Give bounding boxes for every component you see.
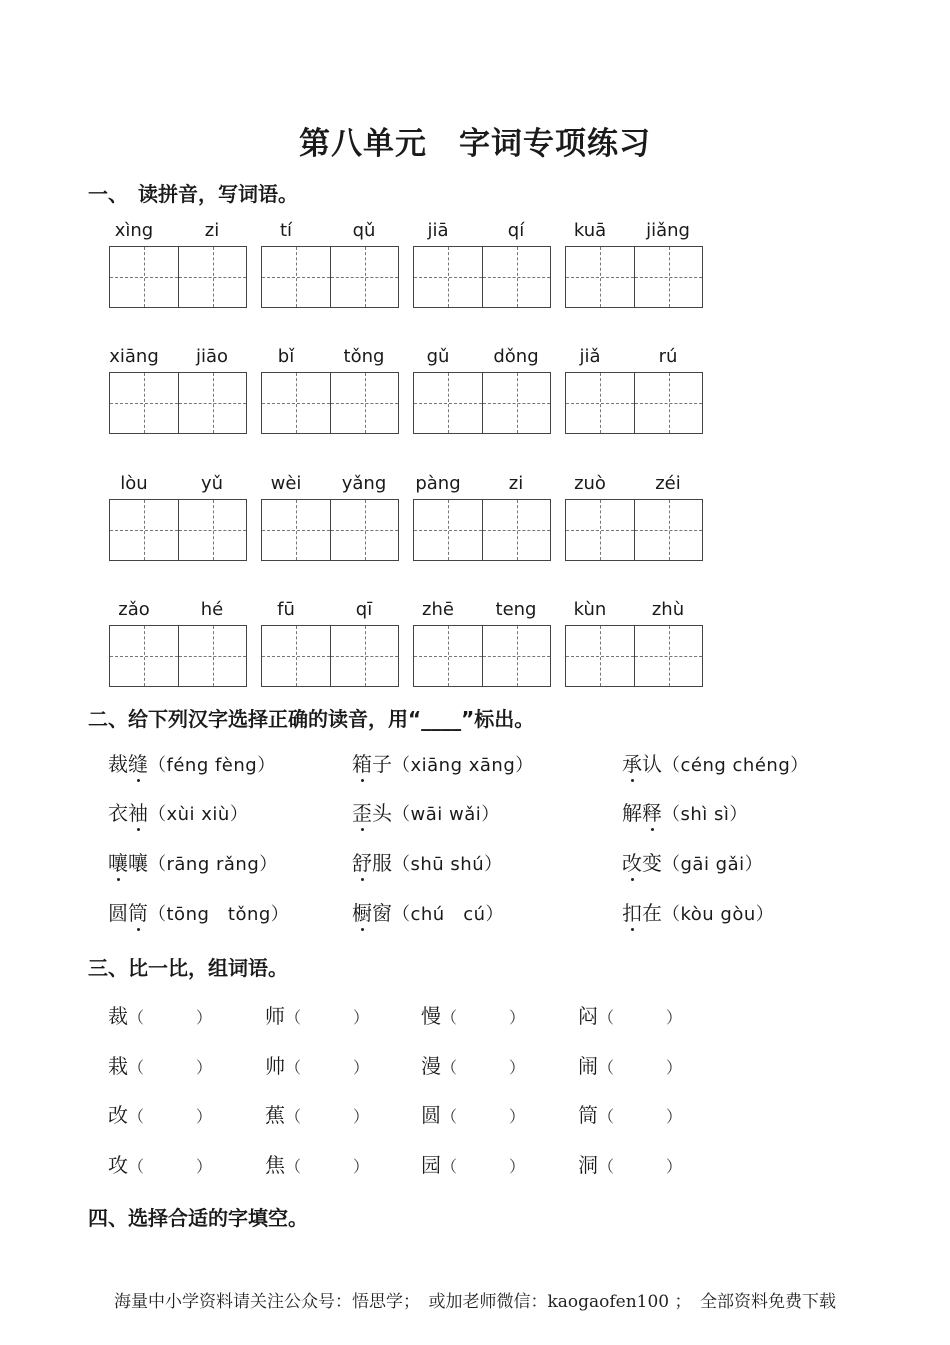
pinyin-options[interactable]: （céng chéng） bbox=[662, 755, 809, 776]
writing-grid[interactable] bbox=[565, 625, 703, 687]
pinyin-syllable: zi bbox=[508, 473, 524, 494]
writing-cell[interactable] bbox=[414, 247, 482, 307]
pinyin-syllable: zéi bbox=[655, 473, 681, 494]
pinyin-syllable: tí bbox=[279, 220, 293, 241]
pinyin-row bbox=[261, 599, 401, 625]
pinyin-options[interactable]: （chú cú） bbox=[392, 904, 505, 925]
compare-item bbox=[578, 1050, 682, 1079]
pinyin-row bbox=[413, 473, 553, 499]
compare-char: 焦 bbox=[265, 1153, 285, 1177]
paren-open: （ bbox=[128, 1107, 145, 1126]
writing-cell[interactable] bbox=[634, 500, 702, 560]
compare-item bbox=[421, 1000, 525, 1029]
compare-item bbox=[578, 1000, 682, 1029]
word-char: 服 bbox=[372, 851, 392, 875]
pinyin-options[interactable]: （gāi gǎi） bbox=[662, 854, 764, 875]
compare-item bbox=[578, 1099, 682, 1128]
pinyin-syllable: zhù bbox=[651, 599, 685, 620]
word-char: 扣 bbox=[622, 897, 642, 926]
pinyin-row bbox=[413, 220, 553, 246]
word-group bbox=[109, 473, 249, 561]
word-char: 释 bbox=[642, 797, 662, 826]
paren-close: ） bbox=[196, 1008, 213, 1027]
writing-cell[interactable] bbox=[178, 626, 246, 686]
compare-item bbox=[265, 1099, 369, 1128]
pinyin-syllable: zǎo bbox=[118, 599, 150, 620]
writing-cell[interactable] bbox=[262, 373, 330, 433]
pinyin-syllable: gǔ bbox=[426, 346, 450, 367]
compare-item bbox=[421, 1050, 525, 1079]
writing-cell[interactable] bbox=[482, 500, 550, 560]
compare-char: 园 bbox=[421, 1153, 441, 1177]
writing-cell[interactable] bbox=[414, 500, 482, 560]
writing-cell[interactable] bbox=[634, 626, 702, 686]
pinyin-options[interactable]: （tōng tǒng） bbox=[148, 904, 290, 925]
paren-close: ） bbox=[509, 1008, 526, 1027]
compare-char: 慢 bbox=[421, 1004, 441, 1028]
writing-cell[interactable] bbox=[634, 373, 702, 433]
writing-cell[interactable] bbox=[262, 500, 330, 560]
writing-cell[interactable] bbox=[110, 626, 178, 686]
pinyin-row bbox=[109, 346, 249, 372]
word-group bbox=[109, 220, 249, 308]
paren-open: （ bbox=[285, 1107, 302, 1126]
compare-char: 圆 bbox=[421, 1103, 441, 1127]
pinyin-row bbox=[565, 346, 705, 372]
compare-char: 洞 bbox=[578, 1153, 598, 1177]
word-char: 衣 bbox=[108, 801, 128, 825]
writing-cell[interactable] bbox=[566, 247, 634, 307]
word-char: 裁 bbox=[108, 752, 128, 776]
paren-open: （ bbox=[598, 1107, 615, 1126]
paren-open: （ bbox=[441, 1107, 458, 1126]
paren-close: ） bbox=[509, 1107, 526, 1126]
writing-grid[interactable] bbox=[565, 246, 703, 308]
writing-cell[interactable] bbox=[414, 626, 482, 686]
paren-open: （ bbox=[128, 1058, 145, 1077]
paren-open: （ bbox=[441, 1058, 458, 1077]
pinyin-syllable: lòu bbox=[120, 473, 148, 494]
pinyin-row bbox=[261, 346, 401, 372]
word-char: 袖 bbox=[128, 797, 148, 826]
compare-item bbox=[108, 1149, 212, 1178]
pinyin-syllable: yǎng bbox=[341, 473, 387, 494]
pinyin-row bbox=[261, 473, 401, 499]
answer-blank[interactable] bbox=[128, 1157, 212, 1176]
writing-grid[interactable] bbox=[261, 499, 399, 561]
pronunciation-item bbox=[352, 897, 504, 926]
pinyin-syllable: zhē bbox=[422, 599, 454, 620]
writing-cell[interactable] bbox=[634, 247, 702, 307]
pinyin-syllable: qí bbox=[507, 220, 525, 241]
word-char: 解 bbox=[622, 801, 642, 825]
word-group bbox=[565, 220, 705, 308]
compare-item bbox=[108, 1099, 212, 1128]
paren-close: ） bbox=[509, 1157, 526, 1176]
answer-blank[interactable] bbox=[441, 1058, 525, 1077]
word-group bbox=[565, 599, 705, 687]
pinyin-syllable: xiāng bbox=[109, 346, 159, 367]
pronunciation-item bbox=[622, 797, 748, 826]
paren-close: ） bbox=[353, 1008, 370, 1027]
word-group bbox=[261, 346, 401, 434]
writing-grid[interactable] bbox=[565, 372, 703, 434]
writing-grid[interactable] bbox=[413, 499, 551, 561]
writing-cell[interactable] bbox=[178, 500, 246, 560]
writing-grid[interactable] bbox=[109, 372, 247, 434]
section-1-heading: 一、 读拼音，写词语。 bbox=[88, 182, 298, 206]
paren-close: ） bbox=[196, 1157, 213, 1176]
compare-char: 漫 bbox=[421, 1054, 441, 1078]
pronunciation-item bbox=[622, 748, 809, 777]
pinyin-syllable: kùn bbox=[573, 599, 607, 620]
word-group bbox=[565, 473, 705, 561]
word-group bbox=[261, 473, 401, 561]
pinyin-row bbox=[261, 220, 401, 246]
answer-blank[interactable] bbox=[285, 1008, 369, 1027]
answer-blank[interactable] bbox=[128, 1008, 212, 1027]
pinyin-syllable: kuā bbox=[573, 220, 607, 241]
answer-blank[interactable] bbox=[128, 1058, 212, 1077]
paren-close: ） bbox=[196, 1107, 213, 1126]
paren-close: ） bbox=[509, 1058, 526, 1077]
answer-blank[interactable] bbox=[598, 1107, 682, 1126]
word-char: 窗 bbox=[372, 901, 392, 925]
writing-cell[interactable] bbox=[482, 373, 550, 433]
section-4-heading: 四、选择合适的字填空。 bbox=[88, 1206, 308, 1230]
word-char: 嚷 bbox=[128, 851, 148, 875]
pinyin-row bbox=[109, 220, 249, 246]
compare-char: 裁 bbox=[108, 1004, 128, 1028]
compare-char: 闹 bbox=[578, 1054, 598, 1078]
writing-grid[interactable] bbox=[261, 625, 399, 687]
writing-cell[interactable] bbox=[330, 500, 398, 560]
writing-grid[interactable] bbox=[109, 499, 247, 561]
writing-grid[interactable] bbox=[413, 246, 551, 308]
writing-grid[interactable] bbox=[413, 625, 551, 687]
footer-note: 海量中小学资料请关注公众号：悟思学； 或加老师微信：kaogaofen100 ； 全部资料免费下载 bbox=[113, 1292, 837, 1312]
writing-cell[interactable] bbox=[262, 247, 330, 307]
pinyin-options[interactable]: （féng fèng） bbox=[148, 755, 276, 776]
compare-item bbox=[265, 1050, 369, 1079]
paren-close: ） bbox=[666, 1058, 683, 1077]
answer-blank[interactable] bbox=[441, 1107, 525, 1126]
pronunciation-item bbox=[108, 897, 289, 926]
compare-item bbox=[108, 1000, 212, 1029]
word-group bbox=[261, 220, 401, 308]
compare-char: 攻 bbox=[108, 1153, 128, 1177]
writing-cell[interactable] bbox=[566, 500, 634, 560]
writing-cell[interactable] bbox=[178, 247, 246, 307]
word-char: 筒 bbox=[128, 897, 148, 926]
writing-cell[interactable] bbox=[110, 373, 178, 433]
compare-char: 筒 bbox=[578, 1103, 598, 1127]
compare-item bbox=[265, 1000, 369, 1029]
pinyin-options[interactable]: （xùi xiù） bbox=[148, 804, 249, 825]
word-group bbox=[109, 346, 249, 434]
writing-cell[interactable] bbox=[110, 500, 178, 560]
writing-cell[interactable] bbox=[566, 373, 634, 433]
compare-item bbox=[421, 1099, 525, 1128]
paren-open: （ bbox=[128, 1157, 145, 1176]
answer-blank[interactable] bbox=[598, 1058, 682, 1077]
paren-open: （ bbox=[285, 1157, 302, 1176]
pinyin-syllable: qī bbox=[355, 599, 373, 620]
compare-char: 闷 bbox=[578, 1004, 598, 1028]
pinyin-row bbox=[413, 599, 553, 625]
pinyin-syllable: zuò bbox=[574, 473, 606, 494]
word-char: 缝 bbox=[128, 748, 148, 777]
pinyin-syllable: hé bbox=[200, 599, 224, 620]
compare-char: 蕉 bbox=[265, 1103, 285, 1127]
paren-open: （ bbox=[598, 1008, 615, 1027]
pinyin-syllable: rú bbox=[658, 346, 678, 367]
pinyin-options[interactable]: （wāi wǎi） bbox=[392, 804, 500, 825]
paren-open: （ bbox=[285, 1008, 302, 1027]
pinyin-syllable: jiǎ bbox=[579, 346, 601, 367]
pinyin-options[interactable]: （shì sì） bbox=[662, 804, 748, 825]
paren-open: （ bbox=[441, 1157, 458, 1176]
paren-open: （ bbox=[598, 1157, 615, 1176]
answer-blank[interactable] bbox=[441, 1157, 525, 1176]
paren-close: ） bbox=[353, 1058, 370, 1077]
compare-char: 改 bbox=[108, 1103, 128, 1127]
pronunciation-item bbox=[352, 847, 503, 876]
pronunciation-item bbox=[352, 797, 500, 826]
writing-cell[interactable] bbox=[414, 373, 482, 433]
section-3-heading: 三、比一比，组词语。 bbox=[88, 956, 288, 980]
writing-cell[interactable] bbox=[110, 247, 178, 307]
compare-item bbox=[578, 1149, 682, 1178]
word-group bbox=[413, 346, 553, 434]
section-2-heading: 二、给下列汉字选择正确的读音，用“____”标出。 bbox=[88, 707, 535, 731]
pinyin-syllable: pàng bbox=[415, 473, 461, 494]
paren-close: ） bbox=[666, 1008, 683, 1027]
pinyin-syllable: xìng bbox=[114, 220, 154, 241]
pinyin-options[interactable]: （shū shú） bbox=[392, 854, 503, 875]
pronunciation-item bbox=[352, 748, 534, 777]
writing-cell[interactable] bbox=[482, 247, 550, 307]
pinyin-options[interactable]: （xiāng xāng） bbox=[392, 755, 534, 776]
pinyin-syllable: tǒng bbox=[343, 346, 385, 367]
paren-open: （ bbox=[128, 1008, 145, 1027]
pinyin-syllable: dǒng bbox=[493, 346, 539, 367]
paren-open: （ bbox=[285, 1058, 302, 1077]
pinyin-syllable: zi bbox=[204, 220, 220, 241]
word-char: 改 bbox=[622, 847, 642, 876]
pinyin-row bbox=[413, 346, 553, 372]
word-char: 舒 bbox=[352, 847, 372, 876]
answer-blank[interactable] bbox=[441, 1008, 525, 1027]
pinyin-syllable: jiā bbox=[427, 220, 449, 241]
writing-cell[interactable] bbox=[482, 626, 550, 686]
writing-cell[interactable] bbox=[330, 373, 398, 433]
answer-blank[interactable] bbox=[285, 1107, 369, 1126]
word-group bbox=[565, 346, 705, 434]
page-title: 第八单元 字词专项练习 bbox=[299, 126, 651, 162]
compare-item bbox=[421, 1149, 525, 1178]
paren-open: （ bbox=[441, 1008, 458, 1027]
paren-close: ） bbox=[353, 1107, 370, 1126]
writing-grid[interactable] bbox=[109, 625, 247, 687]
compare-char: 帅 bbox=[265, 1054, 285, 1078]
pronunciation-item bbox=[108, 797, 248, 826]
word-char: 认 bbox=[642, 752, 662, 776]
writing-grid[interactable] bbox=[565, 499, 703, 561]
word-group bbox=[413, 473, 553, 561]
answer-blank[interactable] bbox=[285, 1058, 369, 1077]
word-group bbox=[413, 599, 553, 687]
writing-grid[interactable] bbox=[109, 246, 247, 308]
pronunciation-item bbox=[108, 748, 276, 777]
word-group bbox=[261, 599, 401, 687]
pinyin-row bbox=[109, 599, 249, 625]
pinyin-row bbox=[109, 473, 249, 499]
pinyin-options[interactable]: （rāng rǎng） bbox=[148, 854, 278, 875]
paren-close: ） bbox=[666, 1157, 683, 1176]
compare-item bbox=[108, 1050, 212, 1079]
word-char: 变 bbox=[642, 851, 662, 875]
word-char: 子 bbox=[372, 752, 392, 776]
word-group bbox=[413, 220, 553, 308]
word-group bbox=[109, 599, 249, 687]
pinyin-syllable: fū bbox=[277, 599, 295, 620]
paren-close: ） bbox=[353, 1157, 370, 1176]
pinyin-options[interactable]: （kòu gòu） bbox=[662, 904, 775, 925]
writing-cell[interactable] bbox=[178, 373, 246, 433]
pinyin-syllable: jiǎng bbox=[646, 220, 690, 241]
word-char: 圆 bbox=[108, 901, 128, 925]
word-char: 头 bbox=[372, 801, 392, 825]
writing-cell[interactable] bbox=[330, 247, 398, 307]
answer-blank[interactable] bbox=[598, 1157, 682, 1176]
writing-grid[interactable] bbox=[261, 372, 399, 434]
pinyin-syllable: yǔ bbox=[200, 473, 224, 494]
pronunciation-item bbox=[108, 847, 278, 876]
word-char: 橱 bbox=[352, 897, 372, 926]
compare-char: 师 bbox=[265, 1004, 285, 1028]
writing-cell[interactable] bbox=[566, 626, 634, 686]
pinyin-syllable: wèi bbox=[270, 473, 302, 494]
compare-char: 栽 bbox=[108, 1054, 128, 1078]
answer-blank[interactable] bbox=[128, 1107, 212, 1126]
pinyin-syllable: teng bbox=[495, 599, 537, 620]
paren-close: ） bbox=[196, 1058, 213, 1077]
word-char: 歪 bbox=[352, 797, 372, 826]
answer-blank[interactable] bbox=[285, 1157, 369, 1176]
pinyin-syllable: qǔ bbox=[352, 220, 376, 241]
pinyin-row bbox=[565, 599, 705, 625]
writing-grid[interactable] bbox=[261, 246, 399, 308]
answer-blank[interactable] bbox=[598, 1008, 682, 1027]
writing-grid[interactable] bbox=[413, 372, 551, 434]
pronunciation-item bbox=[622, 897, 774, 926]
word-char: 嚷 bbox=[108, 847, 128, 876]
pronunciation-item bbox=[622, 847, 763, 876]
pinyin-syllable: jiāo bbox=[195, 346, 229, 367]
pinyin-syllable: bǐ bbox=[277, 346, 295, 367]
paren-open: （ bbox=[598, 1058, 615, 1077]
word-char: 在 bbox=[642, 901, 662, 925]
compare-item bbox=[265, 1149, 369, 1178]
writing-cell[interactable] bbox=[262, 626, 330, 686]
word-char: 箱 bbox=[352, 748, 372, 777]
writing-cell[interactable] bbox=[330, 626, 398, 686]
pinyin-row bbox=[565, 220, 705, 246]
word-char: 承 bbox=[622, 748, 642, 777]
pinyin-row bbox=[565, 473, 705, 499]
paren-close: ） bbox=[666, 1107, 683, 1126]
